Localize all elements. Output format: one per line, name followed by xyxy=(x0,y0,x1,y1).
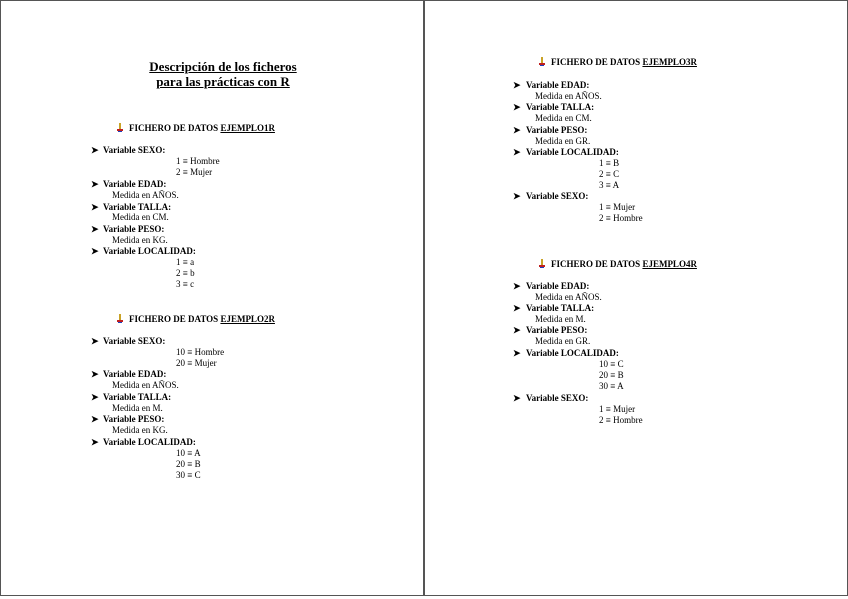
bullet-arrow-icon: ➤ xyxy=(91,179,99,189)
variable-sexo: Variable SEXO: xyxy=(526,191,589,201)
section-marker-icon xyxy=(539,57,545,66)
sexo-code-2: 2 ≡ Mujer xyxy=(176,167,213,177)
sexo-code-1: 1 ≡ Hombre xyxy=(176,156,220,166)
edad-measure: Medida en AÑOS. xyxy=(535,292,602,302)
localidad-code-2: 20 ≡ B xyxy=(599,370,624,380)
title-line-1: Descripción de los ficheros xyxy=(149,59,297,74)
sexo-code-2: 2 ≡ Hombre xyxy=(599,415,643,425)
document-title xyxy=(1,59,445,89)
localidad-code-3: 3 ≡ c xyxy=(176,279,195,289)
localidad-code-2: 20 ≡ B xyxy=(176,459,201,469)
variable-localidad: Variable LOCALIDAD: xyxy=(526,348,619,358)
bullet-arrow-icon: ➤ xyxy=(513,393,521,403)
heading-filename: EJEMPLO3R xyxy=(642,57,697,67)
section-heading-ejemplo3r xyxy=(539,57,697,68)
bullet-arrow-icon: ➤ xyxy=(513,191,521,201)
edad-measure: Medida en AÑOS. xyxy=(535,91,602,101)
variable-talla: Variable TALLA: xyxy=(526,102,595,112)
peso-measure: Medida en KG. xyxy=(112,235,168,245)
peso-measure: Medida en KG. xyxy=(112,425,168,435)
localidad-code-2: 2 ≡ b xyxy=(176,268,195,278)
title-line-2: para las prácticas con R xyxy=(156,74,290,89)
sexo-code-2: 20 ≡ Mujer xyxy=(176,358,217,368)
bullet-arrow-icon: ➤ xyxy=(513,102,521,112)
page-right xyxy=(424,0,848,596)
edad-measure: Medida en AÑOS. xyxy=(112,190,179,200)
edad-measure: Medida en AÑOS. xyxy=(112,380,179,390)
localidad-code-1: 1 ≡ a xyxy=(176,257,195,267)
variable-talla: Variable TALLA: xyxy=(103,202,172,212)
bullet-arrow-icon: ➤ xyxy=(91,392,99,402)
variable-peso: Variable PESO: xyxy=(526,325,588,335)
bullet-arrow-icon: ➤ xyxy=(513,125,521,135)
localidad-code-1: 1 ≡ B xyxy=(599,158,620,168)
variable-edad: Variable EDAD: xyxy=(526,80,590,90)
heading-prefix: FICHERO DE DATOS xyxy=(129,123,221,133)
bullet-arrow-icon: ➤ xyxy=(513,281,521,291)
localidad-code-3: 30 ≡ C xyxy=(176,470,201,480)
section-marker-icon xyxy=(117,123,123,132)
variable-peso: Variable PESO: xyxy=(103,414,165,424)
bullet-arrow-icon: ➤ xyxy=(91,336,99,346)
bullet-arrow-icon: ➤ xyxy=(513,303,521,313)
variable-sexo: Variable SEXO: xyxy=(103,336,166,346)
variable-edad: Variable EDAD: xyxy=(103,369,167,379)
talla-measure: Medida en M. xyxy=(535,314,586,324)
bullet-arrow-icon: ➤ xyxy=(513,348,521,358)
section-heading-ejemplo1r xyxy=(117,123,275,134)
localidad-code-3: 3 ≡ A xyxy=(599,180,620,190)
bullet-arrow-icon: ➤ xyxy=(91,145,99,155)
section-marker-icon xyxy=(117,314,123,323)
bullet-arrow-icon: ➤ xyxy=(513,325,521,335)
heading-filename: EJEMPLO4R xyxy=(642,259,697,269)
heading-prefix: FICHERO DE DATOS xyxy=(551,57,643,67)
sexo-code-2: 2 ≡ Hombre xyxy=(599,213,643,223)
section-heading-ejemplo2r xyxy=(117,314,275,325)
variable-peso: Variable PESO: xyxy=(103,224,165,234)
peso-measure: Medida en GR. xyxy=(535,136,591,146)
heading-prefix: FICHERO DE DATOS xyxy=(129,314,221,324)
variable-localidad: Variable LOCALIDAD: xyxy=(103,246,196,256)
variable-peso: Variable PESO: xyxy=(526,125,588,135)
sexo-code-1: 1 ≡ Mujer xyxy=(599,404,636,414)
section-marker-icon xyxy=(539,259,545,268)
bullet-arrow-icon: ➤ xyxy=(91,369,99,379)
variable-edad: Variable EDAD: xyxy=(103,179,167,189)
peso-measure: Medida en GR. xyxy=(535,336,591,346)
bullet-arrow-icon: ➤ xyxy=(91,202,99,212)
variable-localidad: Variable LOCALIDAD: xyxy=(103,437,196,447)
sexo-code-1: 10 ≡ Hombre xyxy=(176,347,225,357)
heading-filename: EJEMPLO2R xyxy=(220,314,275,324)
section-heading-ejemplo4r xyxy=(539,259,697,270)
talla-measure: Medida en CM. xyxy=(112,212,169,222)
variable-talla: Variable TALLA: xyxy=(103,392,172,402)
bullet-arrow-icon: ➤ xyxy=(91,246,99,256)
talla-measure: Medida en CM. xyxy=(535,113,592,123)
variable-talla: Variable TALLA: xyxy=(526,303,595,313)
bullet-arrow-icon: ➤ xyxy=(513,147,521,157)
heading-filename: EJEMPLO1R xyxy=(220,123,275,133)
talla-measure: Medida en M. xyxy=(112,403,163,413)
bullet-arrow-icon: ➤ xyxy=(91,224,99,234)
variable-sexo: Variable SEXO: xyxy=(526,393,589,403)
localidad-code-1: 10 ≡ C xyxy=(599,359,624,369)
variable-localidad: Variable LOCALIDAD: xyxy=(526,147,619,157)
sexo-code-1: 1 ≡ Mujer xyxy=(599,202,636,212)
bullet-arrow-icon: ➤ xyxy=(91,437,99,447)
page-left xyxy=(0,0,424,596)
bullet-arrow-icon: ➤ xyxy=(513,80,521,90)
variable-edad: Variable EDAD: xyxy=(526,281,590,291)
variable-sexo: Variable SEXO: xyxy=(103,145,166,155)
localidad-code-2: 2 ≡ C xyxy=(599,169,620,179)
localidad-code-1: 10 ≡ A xyxy=(176,448,201,458)
bullet-arrow-icon: ➤ xyxy=(91,414,99,424)
heading-prefix: FICHERO DE DATOS xyxy=(551,259,643,269)
localidad-code-3: 30 ≡ A xyxy=(599,381,624,391)
